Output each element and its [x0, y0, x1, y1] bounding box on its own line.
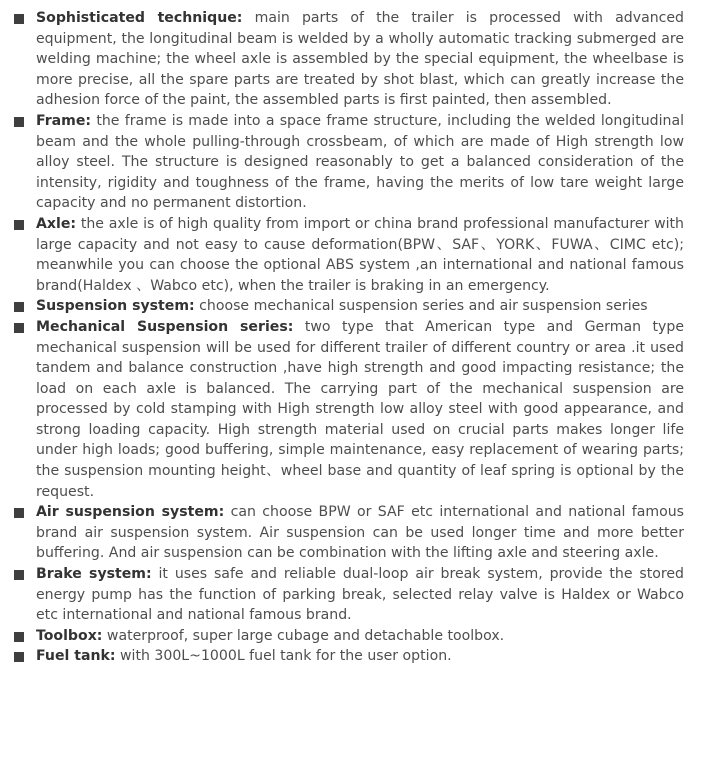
spec-text: it uses safe and reliable dual-loop air break system, provide the stored energy pump has the function of parking break, selected relay valve is Haldex or Wabco etc international and national famous brand.: [36, 566, 684, 624]
spec-label: Toolbox:: [36, 627, 103, 644]
square-bullet-icon: [14, 570, 24, 580]
spec-label: Fuel tank:: [36, 648, 116, 665]
square-bullet-icon: [14, 652, 24, 662]
spec-label: Sophisticated technique:: [36, 10, 243, 26]
spec-document: [14, 8, 684, 667]
spec-item-technique: [14, 8, 684, 111]
spec-text: choose mechanical suspension series and air suspension series: [194, 298, 648, 315]
square-bullet-icon: [14, 302, 24, 312]
spec-label: Mechanical Suspension series:: [36, 318, 294, 335]
spec-item-suspension-system: [14, 296, 684, 317]
square-bullet-icon: [14, 220, 24, 230]
spec-item-toolbox: [14, 626, 684, 647]
spec-item-mechanical-suspension: [14, 317, 684, 502]
spec-label: Air suspension system:: [36, 504, 225, 521]
spec-item-axle: [14, 214, 684, 296]
square-bullet-icon: [14, 14, 24, 24]
spec-text: can choose BPW or SAF etc international and national famous brand air suspension system. Air suspension can be used longer time and more better buffering. And air suspension can be combination with the lifting axle and steering axle.: [36, 504, 684, 562]
spec-label: Brake system:: [36, 566, 152, 583]
square-bullet-icon: [14, 117, 24, 127]
spec-label: Axle:: [36, 215, 77, 232]
spec-label: Suspension system:: [36, 298, 195, 315]
spec-item-brake-system: [14, 564, 684, 626]
spec-label: Frame:: [36, 112, 92, 129]
spec-text: with 300L~1000L fuel tank for the user option.: [115, 648, 452, 665]
spec-text: main parts of the trailer is processed with advanced equipment, the longitudinal beam is welded by a wholly automatic tracking submerged are welding machine; the wheel axle is assembled by the special equipment, the wheelbase is more precise, all the spare parts are treated by shot blast, which can greatly increase the adhesion force of the paint, the assembled parts is first painted, then assembled.: [36, 10, 684, 109]
square-bullet-icon: [14, 632, 24, 642]
spec-text: the frame is made into a space frame structure, including the welded longitudinal beam and the whole pulling-through crossbeam, of which are made of High strength low alloy steel. The structure is designed reasonably to get a balanced consideration of the intensity, rigidity and toughness of the frame, having the merits of low tare weight large capacity and no permanent distortion.: [36, 112, 684, 212]
square-bullet-icon: [14, 508, 24, 518]
spec-item-air-suspension: [14, 502, 684, 564]
spec-text: the axle is of high quality from import or china brand professional manufacturer with large capacity and not easy to cause deformation(BPW、SAF、YORK、FUWA、CIMC etc); meanwhile you can choose the optional ABS system ,an international and national famous brand(Haldex 、Wabco etc), when the trailer is braking in an emergency.: [36, 215, 684, 294]
spec-item-fuel-tank: [14, 646, 684, 667]
spec-item-frame: [14, 111, 684, 214]
spec-text: waterproof, super large cubage and detachable toolbox.: [102, 627, 505, 644]
square-bullet-icon: [14, 323, 24, 333]
spec-text: two type that American type and German type mechanical suspension will be used for different trailer of different country or area .it used tandem and balance construction ,have high strength and good impacting resistance; the load on each axle is balanced. The carrying part of the mechanical suspension are processed by cold stamping with High strength low alloy steel with good appearance, and strong loading capacity. High strength material used on crucial parts makes longer life under high loads; good buffering, simple maintenance, easy replacement of wearing parts; the suspension mounting height、wheel base and quantity of leaf spring is optional by the request.: [36, 318, 684, 500]
